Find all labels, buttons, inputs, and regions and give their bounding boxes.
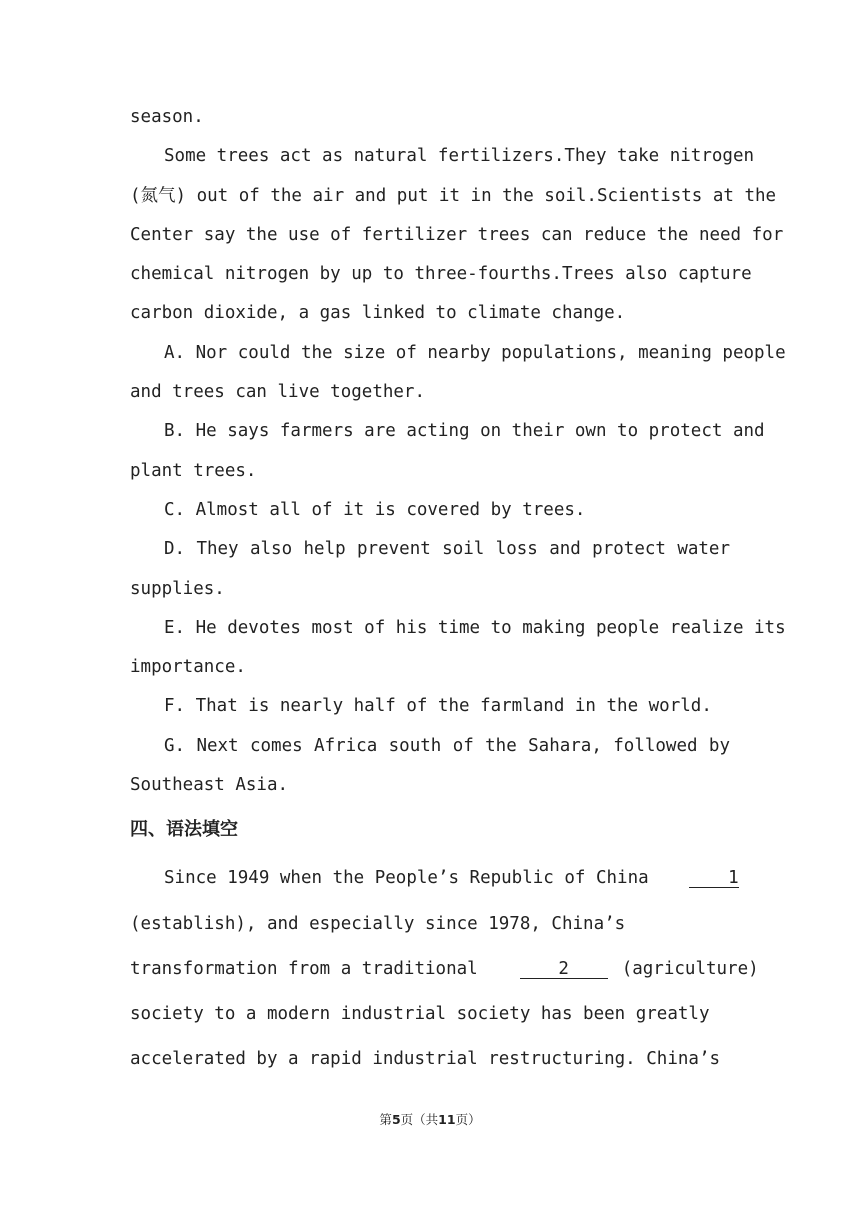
- grammar-hint: (agriculture): [621, 958, 759, 979]
- footer-prefix: 第: [379, 1112, 392, 1127]
- grammar-text: Since 1949 when the People’s Republic of China: [164, 868, 649, 889]
- passage-line: chemical nitrogen by up to three-fourths.Trees also capture: [130, 264, 752, 285]
- blank-2[interactable]: 2: [520, 960, 608, 979]
- option-a: A. Nor could the size of nearby populations, meaning people: [164, 342, 786, 363]
- grammar-line: [130, 856, 739, 901]
- option-d-cont: supplies.: [130, 578, 225, 599]
- option-b-cont: plant trees.: [130, 460, 257, 481]
- footer-middle: 页（共: [400, 1112, 439, 1127]
- page-footer: [0, 1110, 860, 1128]
- grammar-line: (establish), and especially since 1978, China’s: [130, 913, 626, 934]
- grammar-line: accelerated by a rapid industrial restructuring. China’s: [130, 1049, 721, 1070]
- page-content: [130, 98, 786, 1082]
- section-heading: 四、语法填空: [130, 819, 238, 841]
- option-g: G. Next comes Africa south of the Sahara, followed by: [164, 735, 730, 756]
- option-g-cont: Southeast Asia.: [130, 775, 289, 796]
- passage-line: carbon dioxide, a gas linked to climate change.: [130, 303, 626, 324]
- option-e: E. He devotes most of his time to making people realize its: [164, 617, 786, 638]
- passage-line: (氮气) out of the air and put it in the soil.Scientists at the: [130, 185, 777, 206]
- footer-page-number: 5: [391, 1112, 401, 1127]
- blank-1[interactable]: 1: [689, 869, 739, 888]
- passage-line: season.: [130, 107, 204, 127]
- passage-line: Center say the use of fertilizer trees can reduce the need for: [130, 224, 784, 245]
- option-b: B. He says farmers are acting on their own to protect and: [164, 421, 765, 442]
- option-e-cont: importance.: [130, 657, 246, 678]
- option-f: F. That is nearly half of the farmland in the world.: [164, 696, 712, 717]
- grammar-line: society to a modern industrial society has been greatly: [130, 1003, 710, 1024]
- grammar-text: transformation from a traditional: [130, 958, 478, 979]
- footer-total-pages: 11: [438, 1112, 456, 1127]
- footer-suffix: 页）: [455, 1112, 481, 1127]
- option-c: C. Almost all of it is covered by trees.: [164, 499, 586, 520]
- passage-line: Some trees act as natural fertilizers.They take nitrogen: [164, 146, 755, 167]
- option-d: D. They also help prevent soil loss and protect water: [164, 539, 730, 560]
- option-a-cont: and trees can live together.: [130, 382, 426, 403]
- grammar-line: [130, 947, 759, 992]
